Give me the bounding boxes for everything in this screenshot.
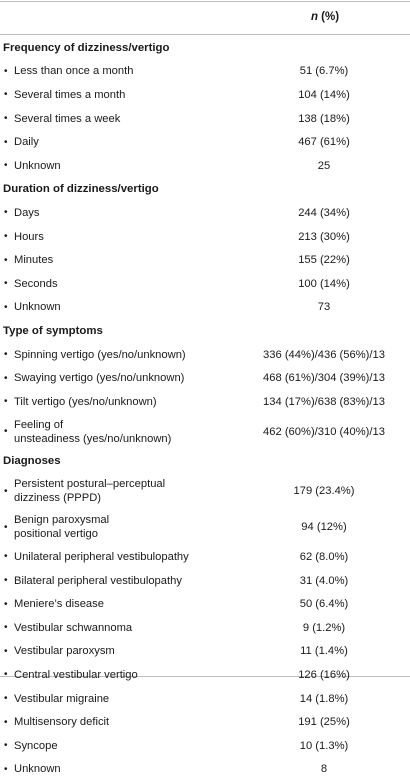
row-label: Hours [14, 230, 44, 243]
column-header-percent: (%) [321, 11, 340, 23]
table-row [0, 710, 410, 734]
table-row [0, 225, 410, 249]
table-row [0, 130, 410, 154]
row-label: Meniere’s disease [14, 598, 104, 611]
column-header-n: n [310, 11, 318, 23]
row-value: 467 (61%) [298, 136, 350, 149]
bullet-icon: • [4, 551, 8, 563]
row-value: 94 (12%) [301, 521, 347, 534]
row-label: Benign paroxysmal positional vertigo [14, 514, 110, 541]
row-label: Multisensory deficit [14, 716, 110, 729]
bullet-icon: • [4, 598, 8, 610]
row-value: 31 (4.0%) [299, 574, 349, 587]
bullet-icon: • [4, 622, 8, 634]
bullet-icon: • [4, 669, 8, 681]
row-label: Tilt vertigo (yes/no/unknown) [14, 395, 157, 408]
row-value: 62 (8.0%) [299, 550, 349, 563]
row-value: 100 (14%) [298, 277, 350, 290]
table-row [0, 414, 410, 450]
bullet-icon: • [4, 426, 8, 438]
table-row [0, 201, 410, 225]
bullet-icon: • [4, 278, 8, 290]
row-value: 462 (60%)/310 (40%)/13 [263, 425, 385, 438]
table-row [0, 60, 410, 84]
bullet-icon: • [4, 207, 8, 219]
table-row [0, 343, 410, 367]
section-header [0, 450, 410, 474]
section-title: Diagnoses [3, 455, 61, 468]
header-rule [0, 34, 410, 35]
row-label: Unknown [14, 301, 61, 314]
table-row [0, 154, 410, 178]
row-label: Vestibular schwannoma [14, 621, 133, 634]
table-row [0, 107, 410, 131]
bullet-icon: • [4, 113, 8, 125]
bullet-icon: • [4, 485, 8, 497]
table-row [0, 640, 410, 664]
section-title: Duration of dizziness/vertigo [3, 183, 159, 196]
row-label: Minutes [14, 254, 54, 267]
bullet-icon: • [4, 231, 8, 243]
row-value: 73 [317, 301, 331, 314]
row-label: Vestibular migraine [14, 692, 110, 705]
row-value: 11 (1.4%) [300, 645, 348, 658]
row-label: Unknown [14, 159, 61, 172]
bullet-icon: • [4, 396, 8, 408]
section-header [0, 36, 410, 60]
table-row [0, 509, 410, 545]
row-label: Vestibular paroxysm [14, 645, 115, 658]
bullet-icon: • [4, 136, 8, 148]
row-label: Less than once a month [14, 65, 134, 78]
column-header-n-percent [240, 0, 410, 34]
table-row [0, 248, 410, 272]
bullet-icon: • [4, 254, 8, 266]
table-row [0, 569, 410, 593]
row-value: 10 (1.3%) [299, 739, 349, 752]
row-label: Several times a month [14, 88, 126, 101]
bullet-icon: • [4, 160, 8, 172]
table-row [0, 734, 410, 758]
section-header [0, 178, 410, 202]
table-row [0, 616, 410, 640]
row-value: 126 (16%) [298, 668, 350, 681]
bullet-icon: • [4, 65, 8, 77]
row-label: Swaying vertigo (yes/no/unknown) [14, 372, 185, 385]
row-value: 8 [320, 763, 328, 776]
row-label: Central vestibular vertigo [14, 668, 138, 681]
row-value: 244 (34%) [298, 206, 350, 219]
row-label: Seconds [14, 277, 58, 290]
row-value: 155 (22%) [298, 254, 350, 267]
bullet-icon: • [4, 645, 8, 657]
table-row [0, 390, 410, 414]
row-label: Several times a week [14, 112, 121, 125]
row-label: Feeling of unsteadiness (yes/no/unknown) [14, 418, 172, 445]
bullet-icon: • [4, 716, 8, 728]
row-value: 104 (14%) [298, 88, 350, 101]
row-label: Days [14, 206, 40, 219]
table-row [0, 83, 410, 107]
table-row [0, 592, 410, 616]
table-row [0, 366, 410, 390]
row-label: Daily [14, 136, 39, 149]
table-row [0, 687, 410, 711]
row-value: 179 (23.4%) [293, 485, 355, 498]
row-label: Persistent postural–perceptual dizziness (PPPD) [14, 478, 166, 505]
table-row [0, 663, 410, 687]
table-row [0, 545, 410, 569]
bullet-icon: • [4, 89, 8, 101]
table-row [0, 272, 410, 296]
bullet-icon: • [4, 301, 8, 313]
section-title: Frequency of dizziness/vertigo [3, 41, 170, 54]
row-value: 134 (17%)/638 (83%)/13 [263, 395, 385, 408]
bullet-icon: • [4, 740, 8, 752]
bullet-icon: • [4, 693, 8, 705]
table-row [0, 296, 410, 320]
row-value: 51 (6.7%) [299, 65, 349, 78]
row-value: 9 (1.2%) [302, 621, 346, 634]
section-title: Type of symptoms [3, 324, 103, 337]
bullet-icon: • [4, 349, 8, 361]
table-row [0, 758, 410, 781]
section-header [0, 319, 410, 343]
row-label: Unknown [14, 763, 61, 776]
row-label: Bilateral peripheral vestibulopathy [14, 574, 182, 587]
row-value: 336 (44%)/436 (56%)/13 [263, 348, 385, 361]
row-label: Unilateral peripheral vestibulopathy [14, 550, 189, 563]
row-value: 25 [317, 159, 331, 172]
row-value: 138 (18%) [298, 112, 350, 125]
bullet-icon: • [4, 372, 8, 384]
row-label: Syncope [14, 739, 58, 752]
row-value: 468 (61%)/304 (39%)/13 [263, 372, 385, 385]
table-row [0, 473, 410, 509]
bullet-icon: • [4, 521, 8, 533]
row-value: 213 (30%) [298, 230, 350, 243]
row-label: Spinning vertigo (yes/no/unknown) [14, 348, 186, 361]
bullet-icon: • [4, 763, 8, 775]
bullet-icon: • [4, 575, 8, 587]
row-value: 50 (6.4%) [299, 598, 349, 611]
row-value: 191 (25%) [298, 716, 350, 729]
row-value: 14 (1.8%) [299, 692, 349, 705]
